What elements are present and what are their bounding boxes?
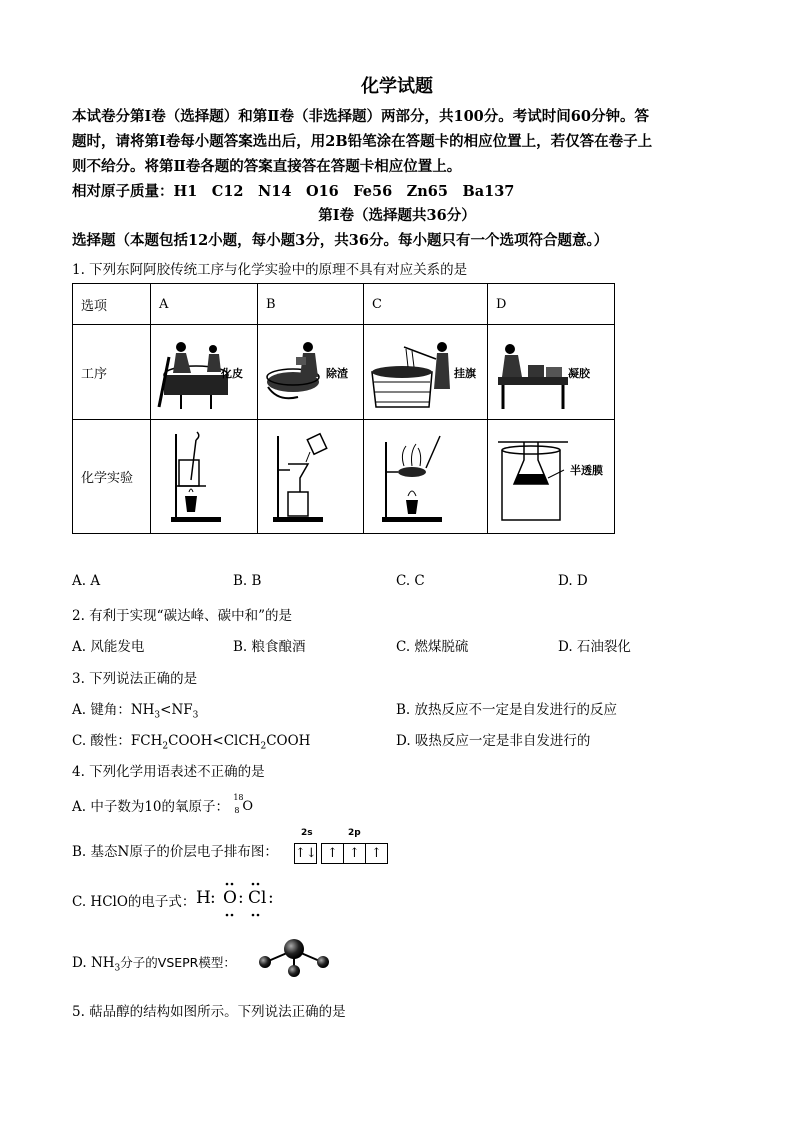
process-label-guaqi: 挂旗 bbox=[454, 367, 476, 380]
experiment-a-image bbox=[151, 420, 258, 534]
formula-colon-1: : bbox=[210, 888, 216, 908]
intro-line-3: 则不给分。将第Ⅱ卷各题的答案直接答在答题卡相应位置上。 bbox=[72, 158, 462, 175]
q1-option-d[interactable]: D. D bbox=[558, 573, 588, 589]
process-label-chuzha: 除渣 bbox=[326, 367, 348, 380]
process-label-ningjiao: 凝胶 bbox=[568, 367, 590, 380]
q4-d-text2: 分子的VSEPR模型： bbox=[120, 955, 236, 970]
q4-option-d[interactable] bbox=[72, 953, 236, 974]
q4-d-nh: NH bbox=[90, 955, 115, 971]
q3-a-sub1: 3 bbox=[154, 710, 161, 721]
hclo-electron-formula bbox=[196, 880, 280, 920]
process-label-huapi: 化皮 bbox=[221, 367, 243, 380]
experiment-c-image bbox=[364, 420, 488, 534]
orbital-2p-box-1: ↑ bbox=[321, 843, 344, 864]
q3-stem: 3. 下列说法正确的是 bbox=[72, 671, 198, 687]
oxygen-isotope-symbol bbox=[233, 792, 255, 817]
process-a-image bbox=[151, 325, 258, 420]
q3-a-mid: <NF bbox=[160, 702, 193, 718]
q2-option-a[interactable]: A. 风能发电 bbox=[72, 639, 145, 655]
q3-option-a[interactable] bbox=[72, 698, 198, 721]
label-2s: 2s bbox=[301, 828, 313, 838]
intro-line-1: 本试卷分第Ⅰ卷（选择题）和第Ⅱ卷（非选择题）两部分，共100分。考试时间60分钟。答 bbox=[72, 108, 649, 125]
q3-c-prefix: C. 酸性：FCH bbox=[72, 733, 163, 749]
q2-option-c[interactable]: C. 燃煤脱硫 bbox=[396, 639, 469, 655]
q4-c-text: C. HClO的电子式： bbox=[72, 894, 196, 910]
experiment-d-image bbox=[488, 420, 615, 534]
section-instructions: 选择题（本题包括12小题，每小题3分，共36分。每小题只有一个选项符合题意。） bbox=[72, 232, 609, 249]
label-2p: 2p bbox=[348, 828, 361, 838]
q4-option-a[interactable] bbox=[72, 792, 255, 817]
orbital-2p-box-3: ↑ bbox=[366, 843, 388, 864]
q4-a-text: A. 中子数为10的氧原子： bbox=[72, 799, 230, 815]
q1-option-b[interactable]: B. B bbox=[233, 573, 262, 589]
q4-b-text: B. 基态N原子的价层电子排布图： bbox=[72, 844, 278, 860]
isotope-atomic-number: 8 bbox=[234, 805, 240, 815]
formula-colon-2: : bbox=[238, 888, 244, 908]
q1-stem: 1. 下列东阿阿胶传统工序与化学实验中的原理不具有对应关系的是 bbox=[72, 262, 468, 278]
header-c: C bbox=[364, 284, 488, 325]
q2-option-d[interactable]: D. 石油裂化 bbox=[558, 639, 631, 655]
row-label-process: 工序 bbox=[73, 325, 151, 420]
q3-c-sub2: 2 bbox=[260, 741, 267, 752]
lone-pair-dots bbox=[196, 880, 280, 920]
membrane-label: 半透膜 bbox=[570, 463, 603, 477]
header-d: D bbox=[488, 284, 615, 325]
q4-option-c[interactable] bbox=[72, 890, 195, 910]
q2-option-b[interactable]: B. 粮食酿酒 bbox=[233, 639, 306, 655]
atomic-masses: 相对原子质量：H1 C12 N14 O16 Fe56 Zn65 Ba137 bbox=[72, 183, 515, 200]
process-c-image bbox=[364, 325, 488, 420]
q4-stem: 4. 下列化学用语表述不正确的是 bbox=[72, 764, 265, 780]
process-d-image bbox=[488, 325, 615, 420]
formula-cl: Cl bbox=[248, 888, 267, 908]
row-label-experiment: 化学实验 bbox=[73, 420, 151, 534]
section-title: 第Ⅰ卷（选择题共36分） bbox=[318, 207, 476, 224]
q5-stem: 5. 萜品醇的结构如图所示。下列说法正确的是 bbox=[72, 1004, 346, 1020]
orbital-diagram bbox=[294, 828, 394, 868]
orbital-2s-box: ↑↓ bbox=[294, 843, 317, 864]
header-a: A bbox=[151, 284, 258, 325]
q3-c-sub1: 2 bbox=[162, 741, 169, 752]
experiment-b-image bbox=[258, 420, 364, 534]
intro-line-2: 题时，请将第Ⅰ卷每小题答案选出后，用2B铅笔涂在答题卡的相应位置上，若仅答在卷子上 bbox=[72, 133, 653, 150]
q4-option-b[interactable] bbox=[72, 840, 278, 860]
q3-c-mid: COOH<ClCH bbox=[168, 733, 261, 749]
q3-c-end: COOH bbox=[266, 733, 311, 749]
q4-d-sub: 3 bbox=[114, 963, 121, 974]
page-title: 化学试题 bbox=[361, 76, 433, 97]
isotope-mass-number: 18 bbox=[233, 792, 244, 802]
header-b: B bbox=[258, 284, 364, 325]
q1-table bbox=[72, 283, 615, 534]
exam-instructions bbox=[72, 104, 724, 204]
formula-h: H bbox=[196, 888, 211, 908]
q3-option-d[interactable]: D. 吸热反应一定是非自发进行的 bbox=[396, 733, 591, 749]
q3-option-c[interactable] bbox=[72, 729, 310, 752]
formula-colon-3: : bbox=[268, 888, 274, 908]
vsepr-model-image bbox=[256, 936, 332, 980]
process-b-image bbox=[258, 325, 364, 420]
header-option: 选项 bbox=[73, 284, 151, 325]
q3-a-prefix: A. 键角：NH bbox=[72, 702, 155, 718]
q4-d-text: D. bbox=[72, 955, 91, 971]
q1-option-c[interactable]: C. C bbox=[396, 573, 425, 589]
q3-a-sub2: 3 bbox=[192, 710, 199, 721]
q3-option-b[interactable]: B. 放热反应不一定是自发进行的反应 bbox=[396, 702, 618, 718]
isotope-symbol: O bbox=[242, 798, 253, 814]
formula-o: O bbox=[223, 888, 237, 908]
q2-stem: 2. 有利于实现“碳达峰、碳中和”的是 bbox=[72, 608, 292, 624]
orbital-2p-box-2: ↑ bbox=[344, 843, 366, 864]
q1-option-a[interactable]: A. A bbox=[72, 573, 101, 589]
